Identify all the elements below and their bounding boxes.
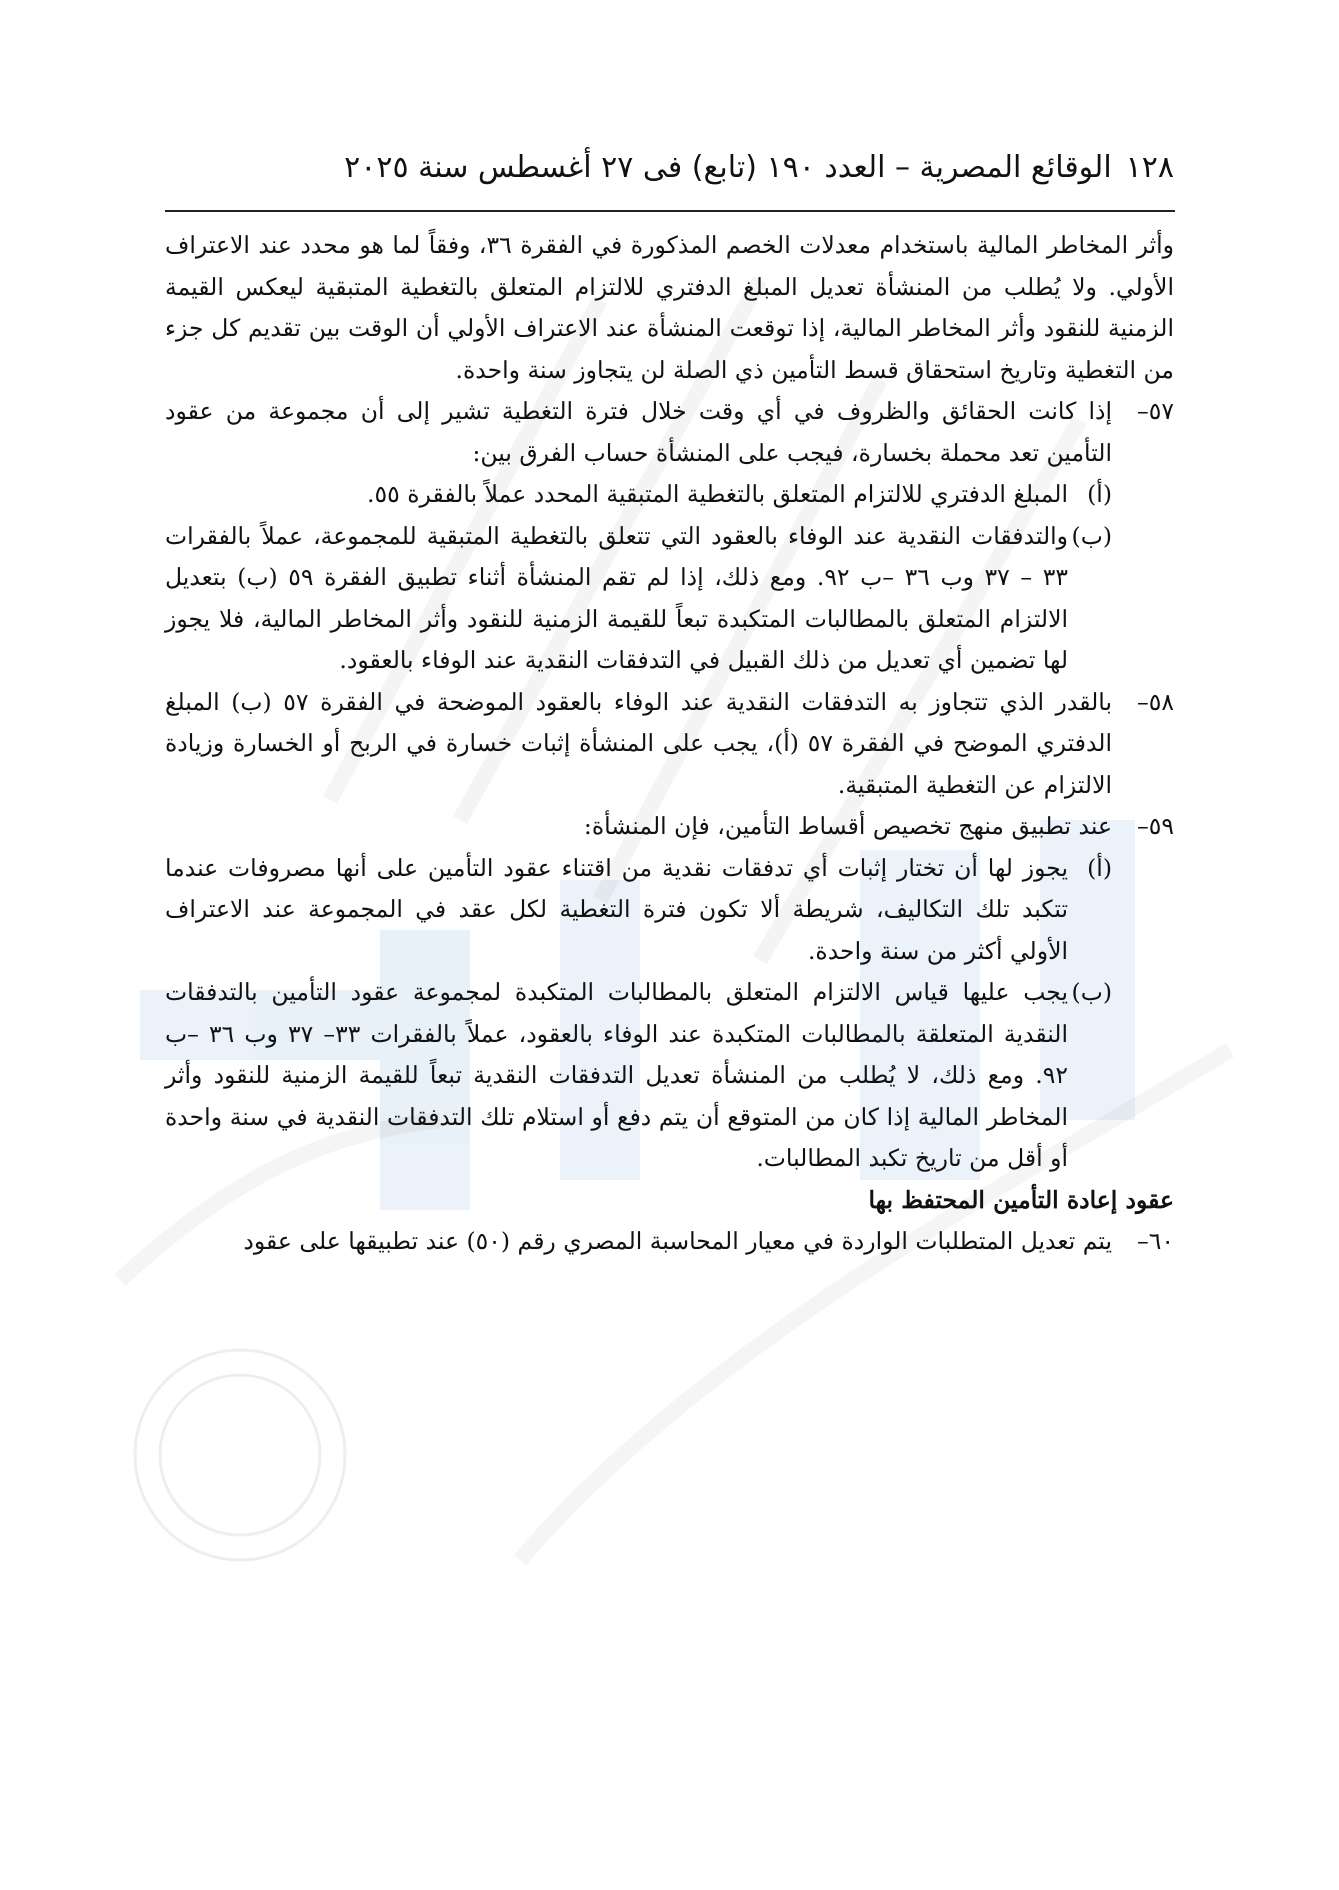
paragraph-text: إذا كانت الحقائق والظروف في أي وقت خلال فترة التغطية تشير إلى أن مجموعة من عقود التأمين تعد محملة بخسارة، فيجب على المنشأة حساب الفرق بين: — [165, 397, 1112, 467]
paragraph-59 — [165, 806, 1174, 848]
paragraph-59-b — [165, 972, 1112, 1180]
paragraph-text: بالقدر الذي تتجاوز به التدفقات النقدية عند الوفاء بالعقود الموضحة في الفقرة ٥٧ (ب) المبلغ الدفتري الموضح في الفقرة ٥٧ (أ)، يجب على المنشأة إثبات خسارة في الربح أو الخسارة وزيادة الالتزام عن التغطية المتبقية. — [165, 687, 1112, 799]
paragraph-59-a — [165, 848, 1112, 973]
page-header — [250, 148, 1174, 188]
paragraph-number: ٦٠– — [1137, 1227, 1174, 1255]
header-title: الوقائع المصرية – العدد ١٩٠ (تابع) فى ٢٧ أغسطس سنة ٢٠٢٥ — [344, 150, 1112, 185]
document-body — [165, 225, 1174, 1263]
item-label: (ب) — [1071, 521, 1112, 550]
emblem-seal-icon — [135, 1350, 345, 1560]
paragraph-text: عند تطبيق منهج تخصيص أقساط التأمين، فإن المنشأة: — [583, 812, 1112, 840]
paragraph-57 — [165, 391, 1174, 474]
paragraph-57-a — [165, 474, 1112, 516]
item-label: (أ) — [1087, 480, 1112, 508]
page-number: ١٢٨ — [1125, 150, 1174, 185]
paragraph-number: ٥٨– — [1137, 687, 1174, 716]
item-text: المبلغ الدفتري للالتزام المتعلق بالتغطية المتبقية المحدد عملاً بالفقرة ٥٥. — [367, 480, 1068, 508]
paragraph-number: ٥٧– — [1137, 397, 1174, 425]
paragraph-number: ٥٩– — [1137, 812, 1174, 840]
paragraph-text: يتم تعديل المتطلبات الواردة في معيار المحاسبة المصري رقم (٥٠) عند تطبيقها على عقود — [243, 1227, 1112, 1255]
header-divider — [165, 210, 1175, 212]
item-text: والتدفقات النقدية عند الوفاء بالعقود التي تتعلق بالتغطية المتبقية للمجموعة، عملاً بالفقرات ٣٣ – ٣٧ وب ٣٦ –ب ٩٢. ومع ذلك، إذا لم تقم المنشأة أثناء تطبيق الفقرة ٥٩ (ب) بتعديل الالتزام المتعلق بالمطالبات المتكبدة تبعاً للقيمة الزمنية للنقود وأثر المخاطر المالية، فلا يجوز لها تضمين أي تعديل من ذلك القبيل في التدفقات النقدية عند الوفاء بالعقود. — [165, 521, 1068, 674]
item-label: (أ) — [1087, 853, 1112, 882]
paragraph-57-b — [165, 516, 1112, 682]
item-text: يجوز لها أن تختار إثبات أي تدفقات نقدية من اقتناء عقود التأمين على أنها مصروفات عندما تتكبد تلك التكاليف، شريطة ألا تكون فترة التغطية لكل عقد في المجموعة عند الاعتراف الأولي أكثر من سنة واحدة. — [165, 853, 1068, 965]
item-label: (ب) — [1071, 978, 1112, 1006]
item-text: يجب عليها قياس الالتزام المتعلق بالمطالبات المتكبدة لمجموعة عقود التأمين بالتدفقات النقدية المتعلقة بالمطالبات المتكبدة عند الوفاء بالعقود، عملاً بالفقرات ٣٣– ٣٧ وب ٣٦ –ب ٩٢. ومع ذلك، لا يُطلب من المنشأة تعديل التدفقات النقدية تبعاً للقيمة الزمنية للنقود وأثر المخاطر المالية إذا كان من المتوقع أن يتم دفع أو استلام تلك التدفقات النقدية في سنة واحدة أو أقل من تاريخ تكبد المطالبات. — [165, 978, 1068, 1172]
paragraph-60 — [165, 1221, 1174, 1263]
section-heading: عقود إعادة التأمين المحتفظ بها — [868, 1185, 1174, 1214]
paragraph-58 — [165, 682, 1174, 807]
intro-paragraph: وأثر المخاطر المالية باستخدام معدلات الخصم المذكورة في الفقرة ٣٦، وفقاً لما هو محدد عند الاعتراف الأولي. ولا يُطلب من المنشأة تعديل المبلغ الدفتري للالتزام المتعلق بالتغطية المتبقية ليعكس القيمة الزمنية للنقود وأثر المخاطر المالية، إذا توقعت المنشأة عند الاعتراف الأولي أن الوقت بين تقديم كل جزء من التغطية وتاريخ استحقاق قسط التأمين ذي الصلة لن يتجاوز سنة واحدة. — [165, 231, 1174, 384]
